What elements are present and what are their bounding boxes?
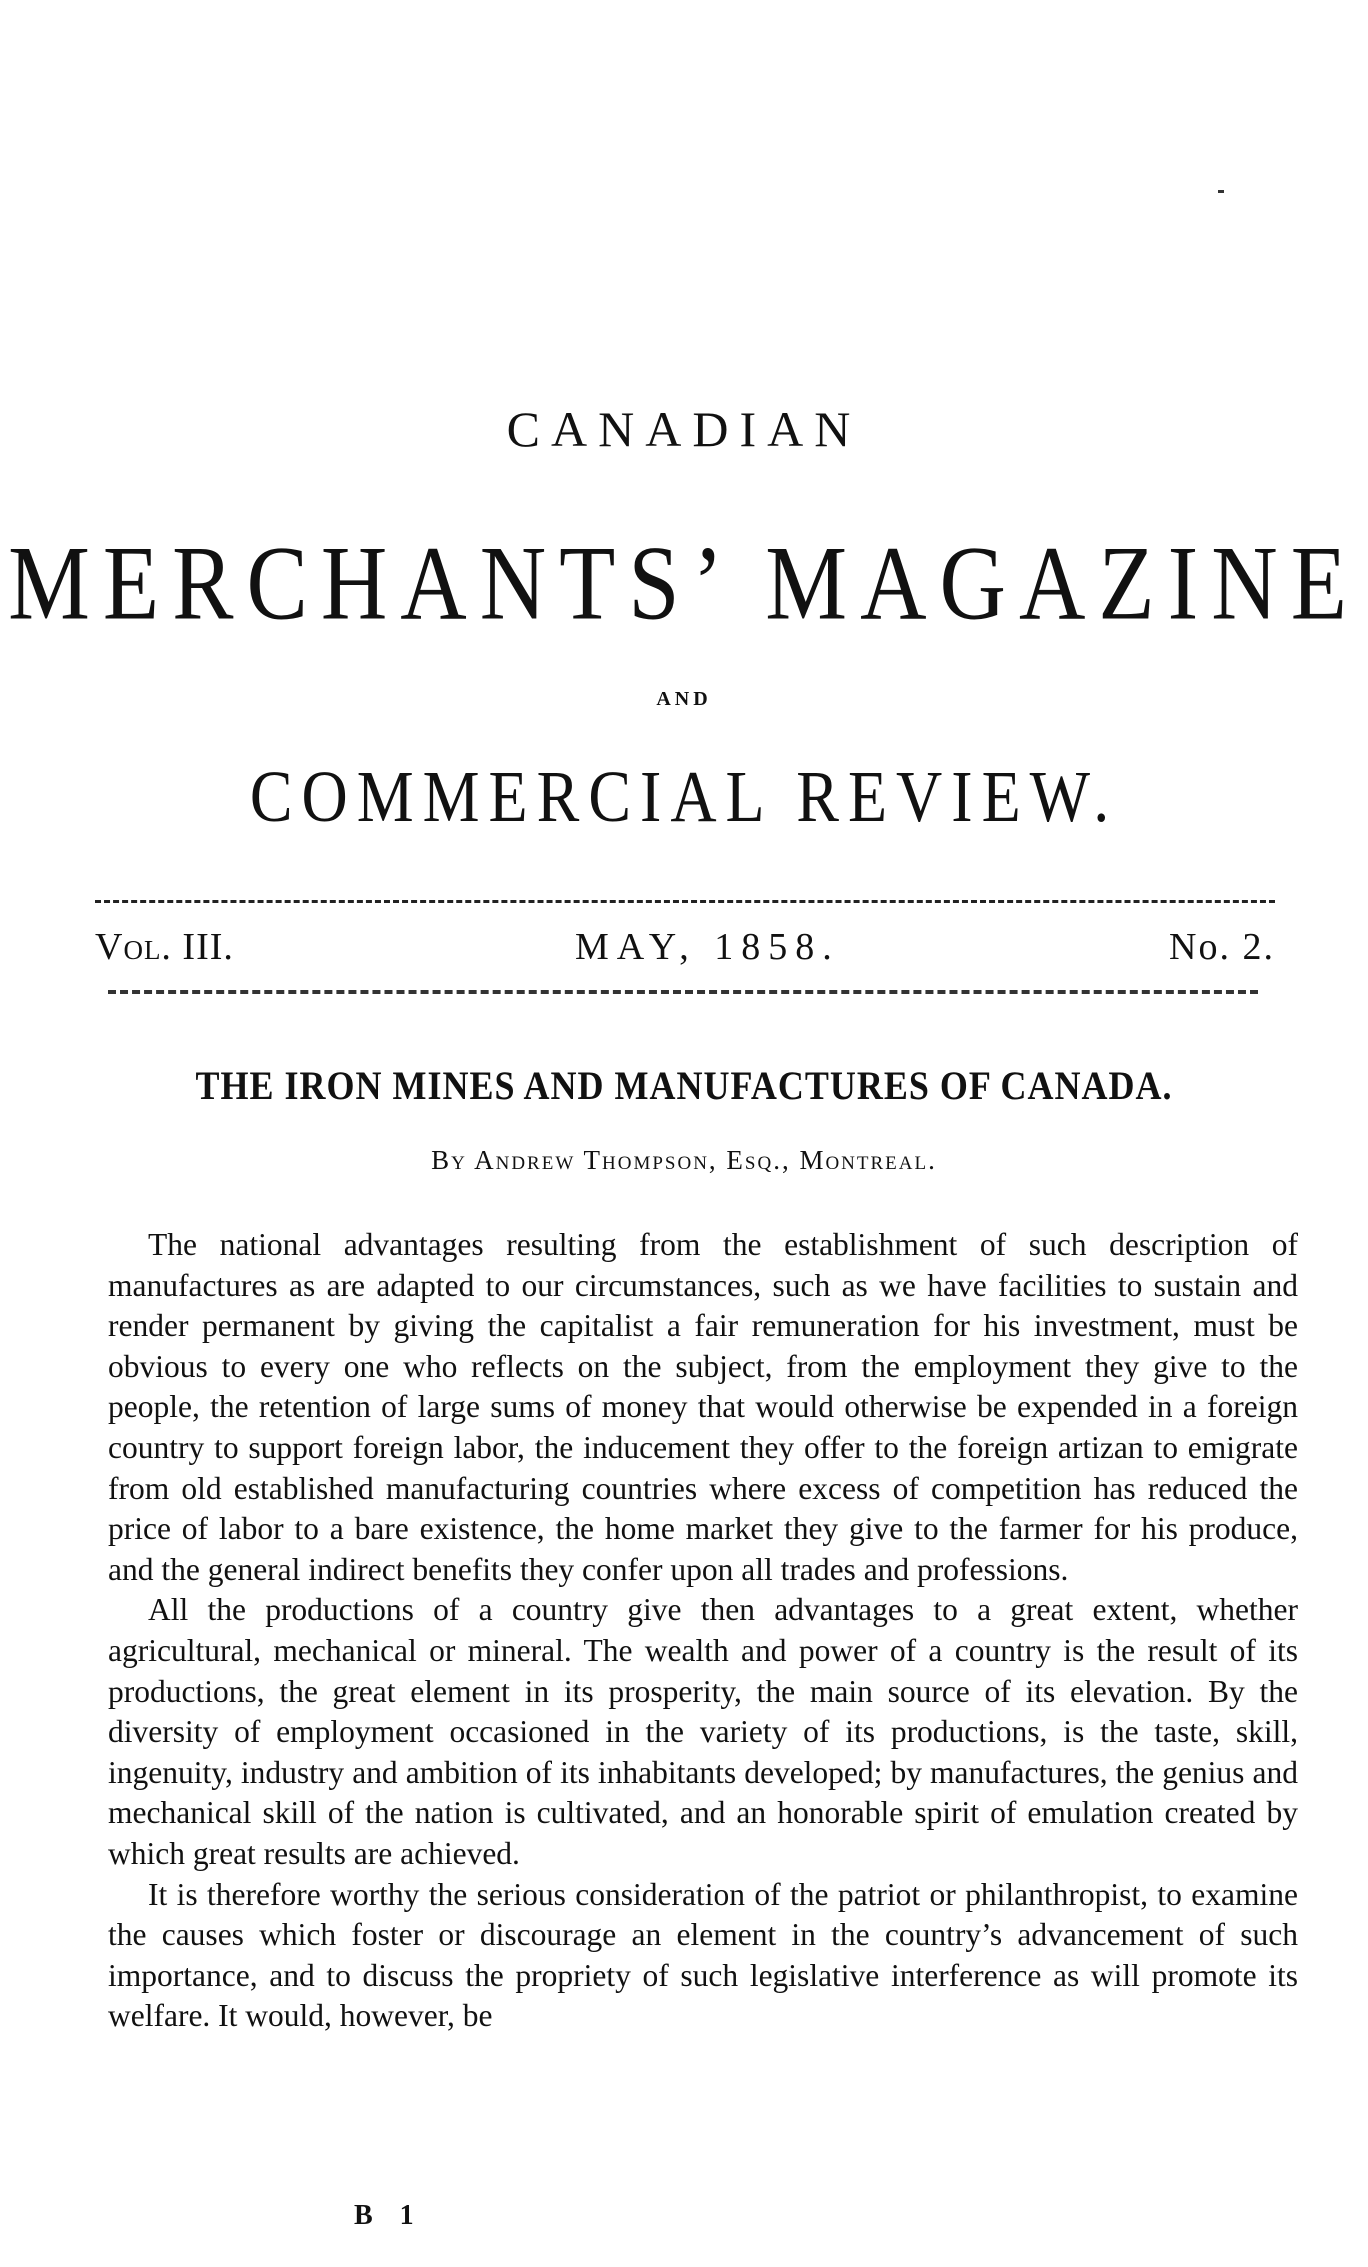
signature-mark: B 1 bbox=[354, 2200, 424, 2231]
ink-speck bbox=[1218, 190, 1224, 193]
article-byline: By Andrew Thompson, Esq., Montreal. bbox=[431, 1145, 937, 1175]
masthead-canadian: CANADIAN bbox=[506, 401, 862, 457]
article-title: THE IRON MINES AND MANUFACTURES OF CANADA. bbox=[195, 1063, 1173, 1108]
article-body bbox=[108, 1225, 1298, 2037]
issue-number: No. 2. bbox=[1169, 926, 1275, 968]
masthead-commercial-review: COMMERCIAL REVIEW. bbox=[249, 755, 1119, 838]
paragraph-2: All the productions of a country give then advantages to a great extent, whether agricultural, mechanical or mineral. The wealth and power of a country is the result of its productions, the great element in its prosperity, the main source of its elevation. By the diversity of employment occasioned in the variety of its productions, is the taste, skill, ingenuity, industry and ambition of its inhabitants developed; by manufactures, the genius and mechanical skill of the nation is cultivated, and an honorable spirit of emulation created by which great results are achieved. bbox=[108, 1592, 1298, 1871]
issue-date: MAY, 1858. bbox=[575, 926, 840, 968]
top-rule bbox=[95, 900, 1275, 903]
paragraph-3: It is therefore worthy the serious consideration of the patriot or philanthropist, to examine the causes which foster or discourage an element in the country’s advancement of such importance, and to discuss the propriety of such legislative interference as will promote its welfare. It would, however, be bbox=[108, 1876, 1298, 2034]
masthead-connector: AND bbox=[656, 688, 712, 710]
issue-info-row bbox=[95, 925, 1275, 975]
paragraph-1: The national advantages resulting from the establishment of such description of manufactures as are adapted to our circumstances, such as we have facilities to sustain and render permanent by giving the capitalist a fair remuneration for his investment, must be obvious to every one who reflects on the subject, from the employment they give to the people, the retention of large sums of money that would otherwise be expended in a foreign country to support foreign labor, the inducement they offer to the foreign artizan to emigrate from old established manufacturing countries where excess of competition has reduced the price of labor to a bare existence, the home market they give to the farmer for his produce, and the general indirect benefits they confer upon all trades and professions. bbox=[108, 1227, 1298, 1587]
masthead-merchants-magazine: MERCHANTS’ MAGAZINE bbox=[8, 524, 1360, 642]
bottom-rule bbox=[108, 990, 1258, 994]
volume-label: Vol. III. bbox=[95, 926, 234, 968]
